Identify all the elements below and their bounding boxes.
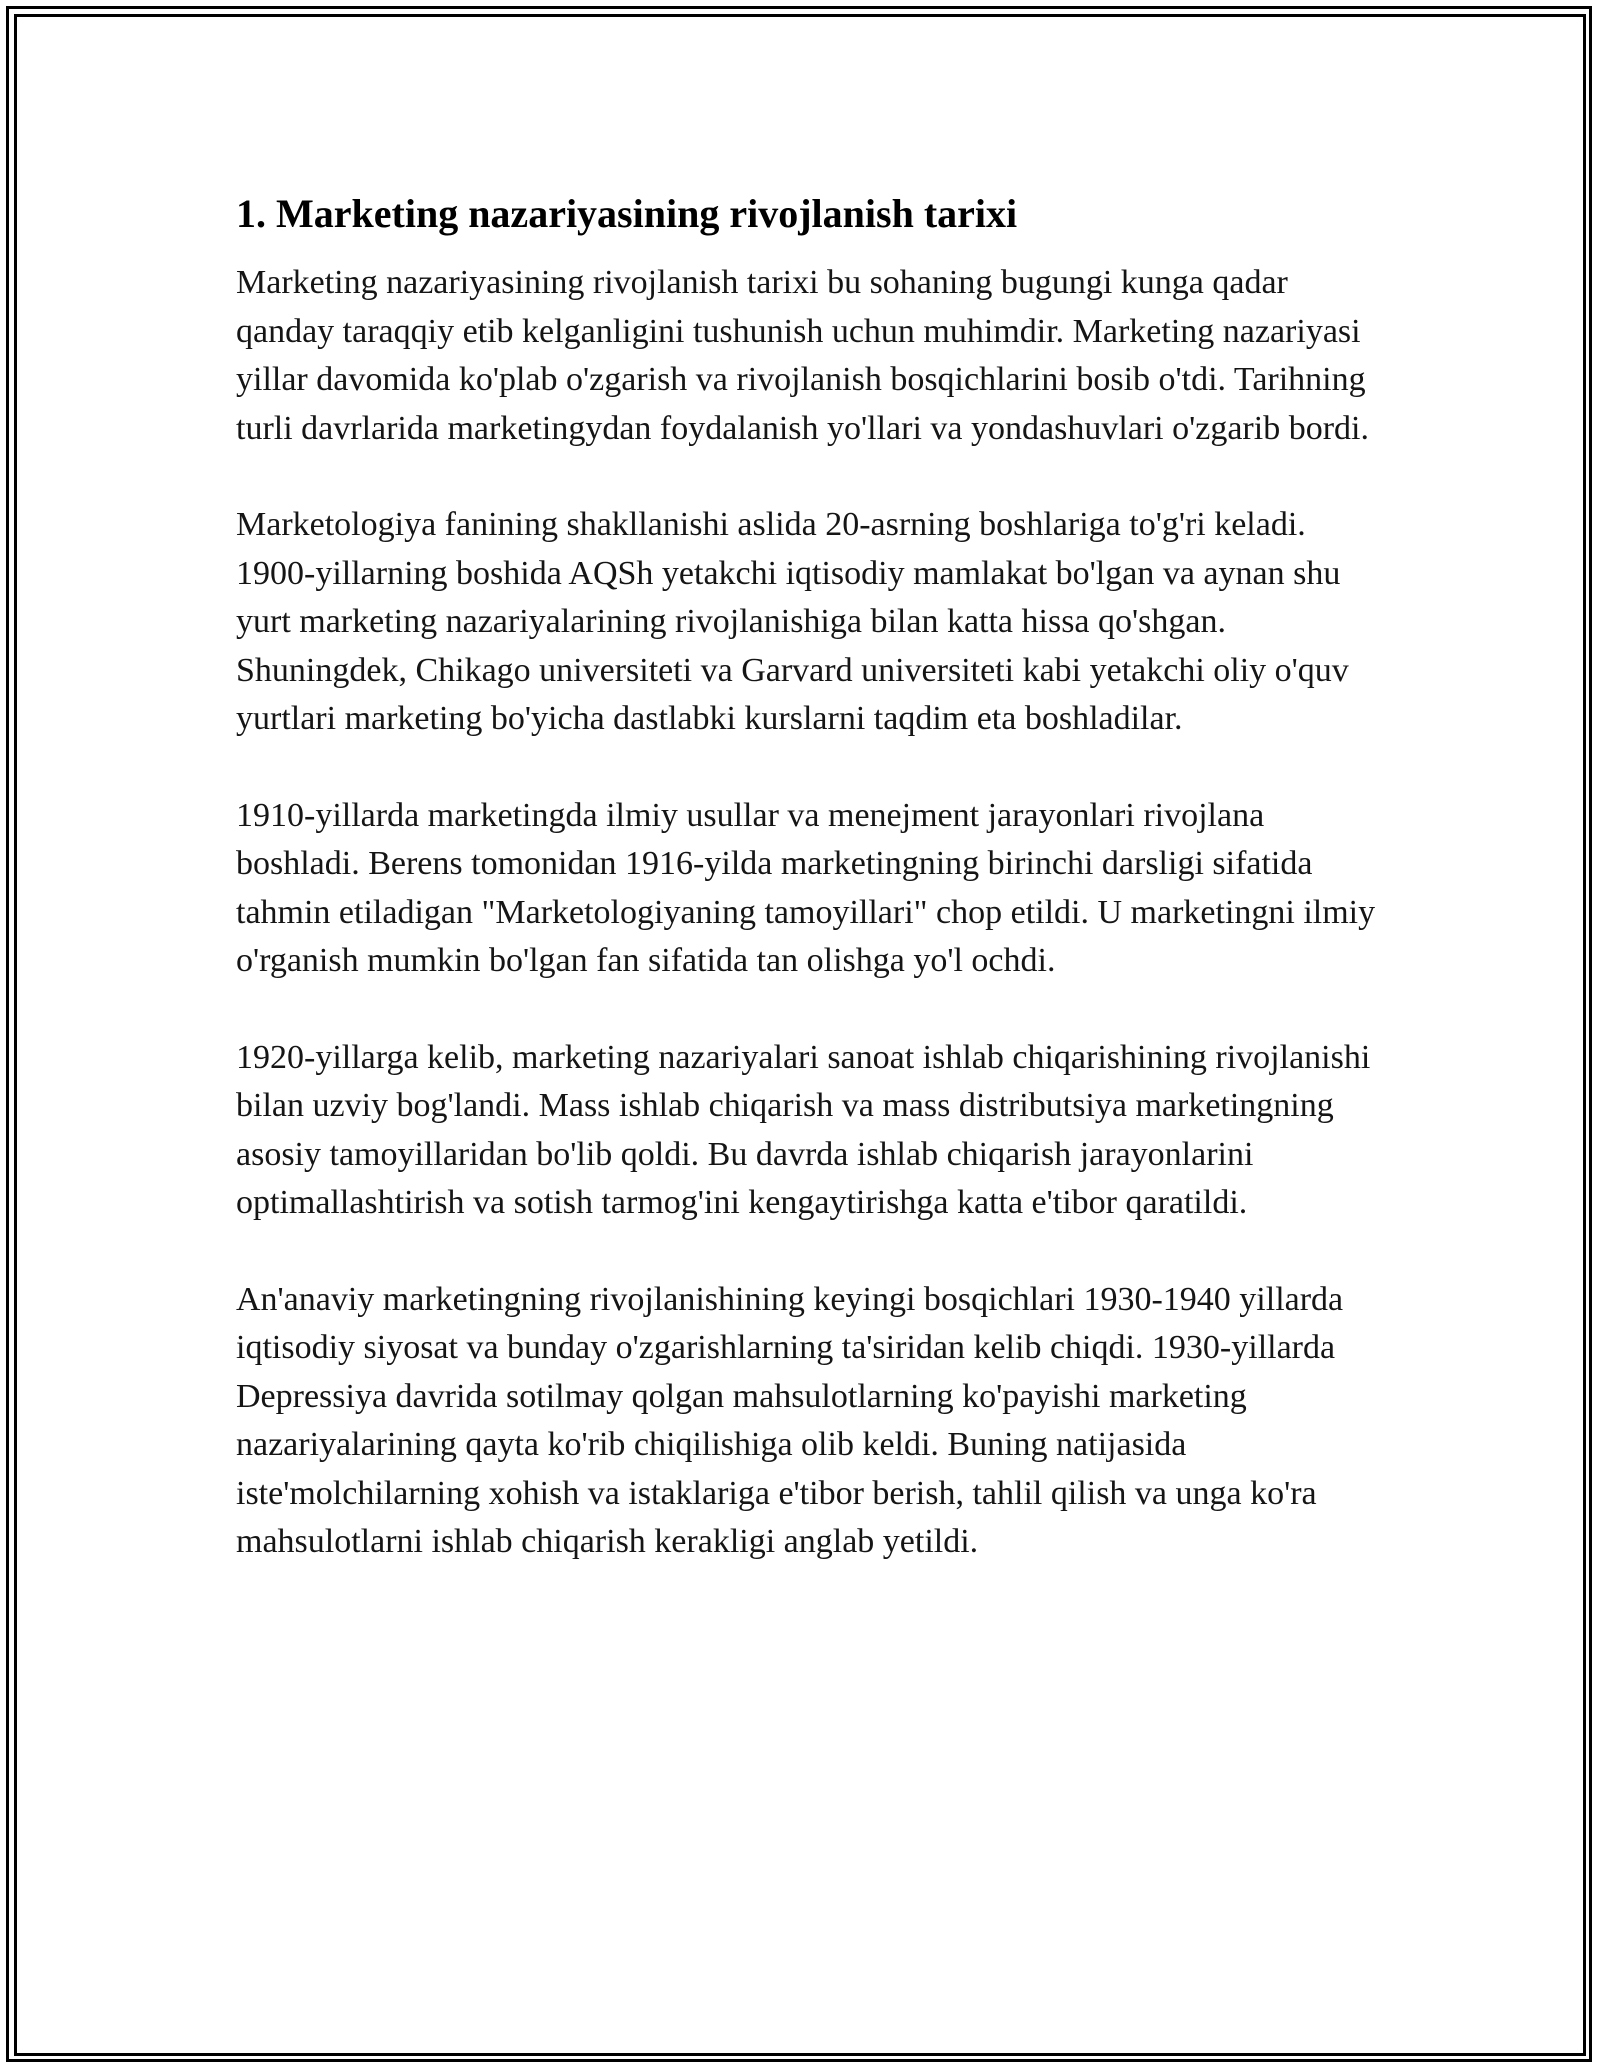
page-title: 1. Marketing nazariyasining rivojlanish tarixi <box>236 191 1018 236</box>
paragraph-4: 1920-yillarga kelib, marketing nazariyalari sanoat ishlab chiqarishining rivojlanishi bilan uzviy bog'landi. Mass ishlab chiqarish va mass distributsiya marketingning asosiy tamoyillaridan bo'lib qoldi. Bu davrda ishlab chiqarish jarayonlarini optimallashtirish va sotish tarmog'ini kengaytirishga katta e'tibor qaratildi. <box>236 1038 1371 1221</box>
paragraph-5: An'anaviy marketingning rivojlanishining keyingi bosqichlari 1930-1940 yillarda iqtisodiy siyosat va bunday o'zgarishlarning ta'siridan kelib chiqdi. 1930-yillarda Depressiya davrida sotilmay qolgan mahsulotlarning ko'payishi marketing nazariyalarining qayta ko'rib chiqilishiga olib keldi. Buning natijasida iste'molchilarning xohish va istaklariga e'tibor berish, tahlil qilish va unga ko'ra mahsulotlarni ishlab chiqarish kerakligi anglab yetildi. <box>236 1280 1344 1560</box>
paragraph-2: Marketologiya fanining shakllanishi aslida 20-asrning boshlariga to'g'ri keladi. 1900-yillarning boshida AQSh yetakchi iqtisodiy mamlakat bo'lgan va aynan shu yurt marketing nazariyalarining rivojlanishiga bilan katta hissa qo'shgan. Shuningdek, Chikago universiteti va Garvard universiteti kabi yetakchi oliy o'quv yurtlari marketing bo'yicha dastlabki kurslarni taqdim eta boshladilar. <box>236 506 1349 737</box>
paragraph-3: 1910-yillarda marketingda ilmiy usullar va menejment jarayonlari rivojlana boshladi. Berens tomonidan 1916-yilda marketingning birinchi darsligi sifatida tahmin etiladigan "Marketologiyaning tamoyillari" chop etildi. U marketingni ilmiy o'rganish mumkin bo'lgan fan sifatida tan olishga yo'l ochdi. <box>236 796 1376 979</box>
paragraph-1: Marketing nazariyasining rivojlanish tarixi bu sohaning bugungi kunga qadar qanday taraqqiy etib kelganligini tushunish uchun muhimdir. Marketing nazariyasi yillar davomida ko'plab o'zgarish va rivojlanish bosqichlarini bosib o'tdi. Tarihning turli davrlarida marketingydan foydalanish yo'llari va yondashuvlari o'zgarib bordi. <box>236 264 1369 447</box>
document-body <box>236 188 1376 1615</box>
